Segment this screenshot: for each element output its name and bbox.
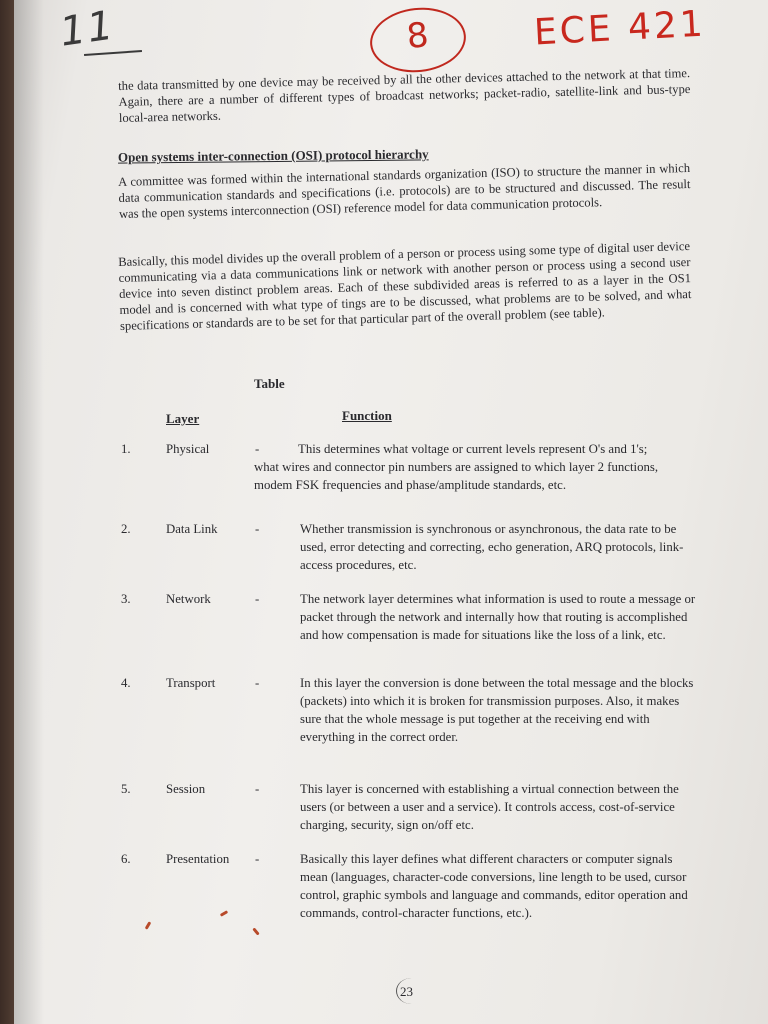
red-pen-mark [220,910,228,917]
row-layer-name: Session [166,782,206,796]
red-pen-mark [145,921,152,929]
row-function: The network layer determines what information is used to route a message or packet through the network and internally how that routing is accomplished and how compensation is made for situations like the loss of a link, etc. [300,592,696,642]
row-number: 4. [121,676,131,690]
paragraph-intro: the data transmitted by one device may be received by all the other devices attached to the network at that time. Again, there are a number of different types of broadcast networks; packet-radio, satellite-link and bus-type local-area networks. [118,66,691,125]
circled-page-annotation [367,3,469,77]
circled-number: 8 [404,15,431,58]
row-dash: - [255,592,260,606]
row-layer-name: Network [166,592,211,606]
document-page [14,0,768,1024]
row-layer-name: Data Link [166,522,218,536]
row-function: Whether transmission is synchronous or asynchronous, the data rate to be used, error detecting and correcting, echo generation, ARQ protocols, link-access procedures, etc. [300,522,684,572]
row-layer-name: Physical [166,442,210,456]
row-dash: - [255,782,260,796]
table-title: Table [254,376,285,391]
row-function: Basically this layer defines what different characters or computer signals mean (languages, character-code conversions, line length to be used, cursor control, graphic symbols and language and commands, editor operation and commands, control-character functions, etc.). [300,852,688,920]
table-header-layer: Layer [166,411,200,426]
section-heading: Open systems inter-connection (OSI) protocol hierarchy [117,146,429,165]
row-dash: - [255,442,260,456]
handwritten-corner-mark: 11 [57,2,118,56]
row-number: 6. [121,852,131,866]
row-function: This determines what voltage or current levels represent O's and 1's; what wires and connector pin numbers are assigned to which layer 2 functions, modem FSK frequencies and phase/amplitude standards, etc. [254,442,659,492]
row-number: 3. [121,592,131,606]
row-number: 5. [121,782,131,796]
row-layer-name: Transport [166,676,216,690]
row-dash: - [255,852,260,866]
row-layer-name: Presentation [166,852,230,866]
row-function: This layer is concerned with establishing a virtual connection between the users (or between a user and a service). It controls access, cost-of-service charging, security, sign on/off etc. [300,782,679,832]
row-dash: - [255,676,260,690]
row-function: In this layer the conversion is done between the total message and the blocks (packets) into which it is broken for transmission purposes. Also, it makes sure that the whole message is put together at the receiving end with everything in the correct order. [300,676,694,744]
red-pen-mark [252,927,259,935]
row-dash: - [255,522,260,536]
row-number: 1. [121,442,131,456]
handwritten-course-code: ECE 421 [533,3,707,54]
page-number: 23 [400,984,413,999]
paragraph-committee: A committee was formed within the international standards organization (ISO) to structure the manner in which data communication standards and specifications (i.e. protocols) are to be structured and discussed. The result was the open systems interconnection (OSI) reference model for data communication protocols. [118,161,691,221]
page-curl-shadow [14,0,44,1024]
paragraph-model: Basically, this model divides up the overall problem of a person or process using some type of digital user device communicating via a data communications link or network with another person or process using a second user device into seven distinct problem areas. Each of these subdivided areas is referred to as a layer in the OS1 model and is concerned with what type of tings are to be discussed, what problems are to be solved, and what specifications or standards are to be set for that particular part of the overall problem (see table). [118,239,692,333]
row-number: 2. [121,522,131,536]
table-header-function: Function [342,408,392,423]
